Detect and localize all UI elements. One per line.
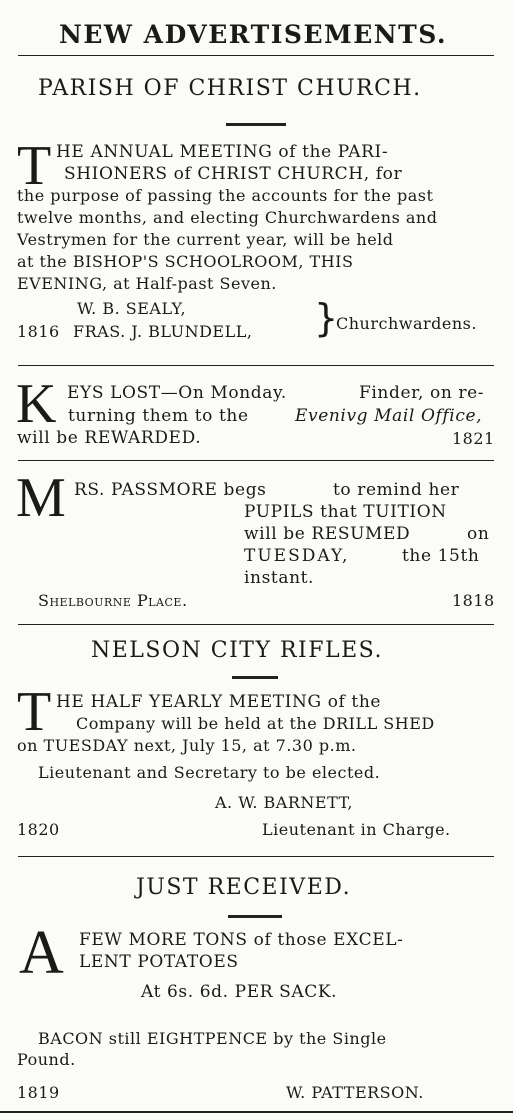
header-rule xyxy=(18,55,494,56)
ad3-line-1b: to remind her xyxy=(333,480,460,500)
ad4-drop-cap: T xyxy=(17,681,52,743)
ad1-heading: PARISH OF CHRIST CHURCH. xyxy=(38,76,422,101)
ad4-heading-rule xyxy=(232,676,278,679)
ad4-line-1: HE HALF YEARLY MEETING of the xyxy=(56,692,382,712)
ad2-line-1a: EYS LOST—On Monday. xyxy=(67,383,287,403)
ad5-line-1: FEW MORE TONS of those EXCEL- xyxy=(79,930,404,950)
ad2-line-1b: Finder, on re- xyxy=(359,383,485,403)
ad2-line-3: will be REWARDED. xyxy=(17,428,202,448)
ad5-line-3: At 6s. 6d. PER SACK. xyxy=(141,982,338,1002)
divider-1 xyxy=(18,365,494,366)
ad1-line-2: SHIONERS of CHRIST CHURCH, for xyxy=(64,164,403,184)
ad1-line-7: EVENING, at Half-past Seven. xyxy=(17,274,277,293)
ad1-line-1: HE ANNUAL MEETING of the PARI- xyxy=(56,142,389,162)
ad4-line-3: on TUESDAY next, July 15, at 7.30 p.m. xyxy=(17,736,357,755)
ad3-line-5: instant. xyxy=(244,568,315,588)
ad1-brace: } xyxy=(314,296,339,340)
ad3-place: Shelbourne Place. xyxy=(38,591,188,610)
ad5-number: 1819 xyxy=(17,1083,60,1102)
ad2-line-2b: Evenivg Mail Office, xyxy=(295,406,483,426)
ad2-drop-cap: K xyxy=(16,373,57,435)
ad3-number: 1818 xyxy=(452,591,495,610)
ad5-line-5: Pound. xyxy=(17,1050,76,1069)
ad3-line-4a: TUESDAY, xyxy=(244,546,350,566)
ad4-heading: NELSON CITY RIFLES. xyxy=(91,638,383,663)
ad3-line-2: PUPILS that TUITION xyxy=(244,502,447,522)
divider-4 xyxy=(18,856,494,857)
ad1-drop-cap: T xyxy=(17,135,52,197)
divider-3 xyxy=(18,624,494,625)
ad3-line-1a: RS. PASSMORE begs xyxy=(74,480,267,500)
ad4-line-2: Company will be held at the DRILL SHED xyxy=(76,714,435,733)
ad1-number: 1816 xyxy=(17,322,60,341)
section-title: NEW ADVERTISEMENTS. xyxy=(59,20,448,49)
ad5-line-2: LENT POTATOES xyxy=(79,952,239,972)
ad1-line-4: twelve months, and electing Churchwardens and xyxy=(17,208,438,227)
bottom-rule xyxy=(0,1111,513,1113)
ad5-signer: W. PATTERSON. xyxy=(286,1083,424,1102)
ad1-signer-1: W. B. SEALY, xyxy=(77,299,187,318)
ad2-line-2a: turning them to the xyxy=(68,406,249,426)
divider-2 xyxy=(18,460,494,461)
ad1-line-6: at the BISHOP'S SCHOOLROOM, THIS xyxy=(17,252,354,271)
ad1-heading-rule xyxy=(226,123,286,126)
ad2-number: 1821 xyxy=(452,429,495,448)
ad5-drop-cap: A xyxy=(19,919,64,987)
ad1-line-3: the purpose of passing the accounts for the past xyxy=(17,186,434,205)
ad1-role: Churchwardens. xyxy=(336,314,477,333)
ad3-line-3b: on xyxy=(467,524,490,544)
ad3-line-3a: will be RESUMED xyxy=(244,524,411,544)
ad4-role: Lieutenant in Charge. xyxy=(262,820,451,839)
ad1-line-5: Vestrymen for the current year, will be held xyxy=(17,230,394,249)
ad3-line-4b: the 15th xyxy=(402,546,480,566)
ad5-line-4: BACON still EIGHTPENCE by the Single xyxy=(38,1029,387,1048)
ad5-heading-rule xyxy=(228,915,282,918)
ad4-number: 1820 xyxy=(17,820,60,839)
ad4-line-4: Lieutenant and Secretary to be elected. xyxy=(38,763,381,782)
ad3-drop-cap: M xyxy=(16,467,66,529)
ad4-signer: A. W. BARNETT, xyxy=(215,793,353,812)
ad1-signer-2: FRAS. J. BLUNDELL, xyxy=(73,322,253,341)
ad5-heading: JUST RECEIVED. xyxy=(136,875,352,900)
